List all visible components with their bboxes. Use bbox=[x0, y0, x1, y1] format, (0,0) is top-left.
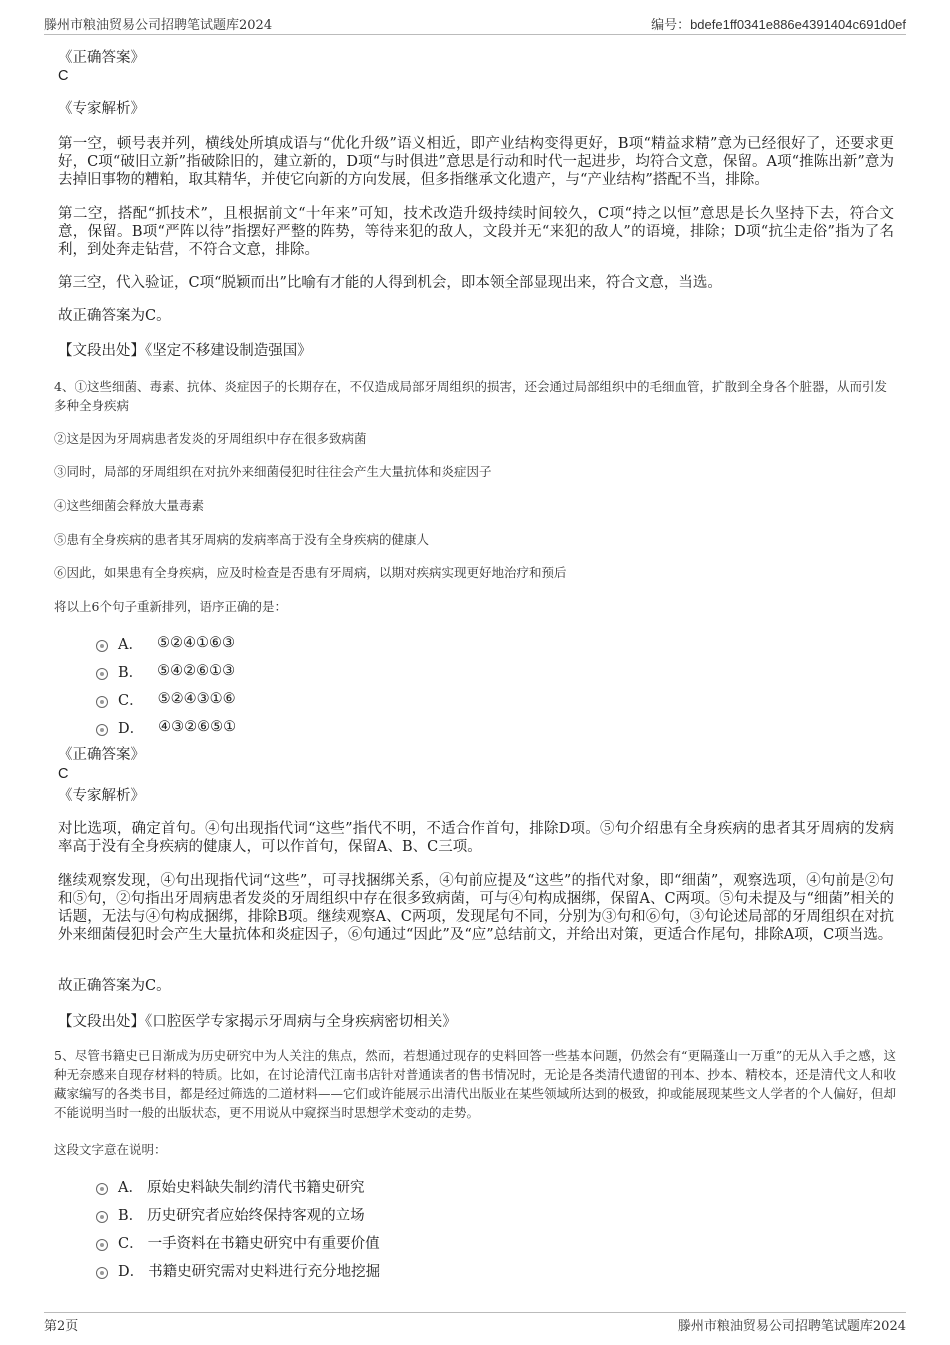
radio-icon[interactable] bbox=[96, 1239, 108, 1251]
sentence-item: ⑥因此，如果患有全身疾病，应及时检查是否患有牙周病，以期对疾病实现更好地治疗和预后 bbox=[54, 565, 567, 580]
analysis-paragraph: 继续观察发现，④句出现指代词“这些”，可寻找捆绑关系，④句前应提及“这些”的指代对象，即“细菌”，观察选项，④句前是②句和⑤句，②句指出牙周病患者发炎的牙周组织中存在很多致病菌，可与④句构成捆绑，保留A、C两项。⑤句未提及与“细菌”相关的话题，无法与④句构成捆绑，排除B项。继续观察A、C两项，发现尾句不同，分别为③句和⑥句，③句论述局部的牙周组织在对抗外来细菌侵犯时会产生大量抗体和炎症因子，⑥句通过“因此”及“应”总结前文，并给出对策，更适合作尾句，排除A项，C项当选。 bbox=[58, 873, 894, 943]
radio-icon[interactable] bbox=[96, 640, 108, 652]
radio-icon[interactable] bbox=[96, 668, 108, 680]
sentence-item: ②这是因为牙周病患者发炎的牙周组织中存在很多致病菌 bbox=[54, 431, 367, 446]
sentence-item: ⑤患有全身疾病的患者其牙周病的发病率高于没有全身疾病的健康人 bbox=[54, 532, 430, 547]
question-stem: 4、①这些细菌、毒素、抗体、炎症因子的长期存在，不仅造成局部牙周组织的损害，还会通过局部组织中的毛细血管，扩散到全身各个脏器，从而引发多种全身疾病 bbox=[54, 379, 887, 413]
sentence-item: ④这些细菌会释放大量毒素 bbox=[54, 498, 205, 513]
option-c[interactable]: C． 一手资料在书籍史研究中有重要价值 bbox=[96, 1231, 380, 1253]
analysis-paragraph: 对比选项，确定首句。④句出现指代词“这些”指代不明，不适合作首句，排除D项。⑤句介绍患有全身疾病的患者其牙周病的发病率高于没有全身疾病的健康人，可以作首句，保留A、B、C三项。 bbox=[58, 821, 894, 855]
footer-title: 滕州市粮油贸易公司招聘笔试题库2024 bbox=[677, 1319, 906, 1334]
analysis-heading: 《专家解析》 bbox=[58, 788, 145, 804]
page-number: 第2页 bbox=[44, 1319, 79, 1334]
answer-heading: 《正确答案》 bbox=[58, 50, 145, 66]
header-doc-id: 编号：bdefe1ff0341e886e4391404c691d0ef bbox=[651, 17, 906, 32]
option-d[interactable]: D． ④③②⑥⑤① bbox=[96, 716, 236, 738]
radio-icon[interactable] bbox=[96, 696, 108, 708]
header-title: 滕州市粮油贸易公司招聘笔试题库2024 bbox=[44, 18, 273, 33]
analysis-heading: 《专家解析》 bbox=[58, 101, 145, 117]
radio-icon[interactable] bbox=[96, 724, 108, 736]
page-footer bbox=[44, 1312, 906, 1335]
option-c[interactable]: C． ⑤②④③①⑥ bbox=[96, 688, 236, 710]
question-stem: 5、尽管书籍史已日渐成为历史研究中为人关注的焦点，然而，若想通过现存的史料回答一些基本问题，仍然会有“更隔蓬山一万重”的无从入手之感，这种无奈感来自现存材料的特质。比如，在讨论清代江南书店针对普通读者的售书情况时，无论是各类清代遗留的刊本、抄本、精校本，还是清代文人和收藏家编写的各类书目，都是经过筛选的二道材料——它们或许能展示出清代出版业在某些领域所达到的极致，抑或能展现某些文人学者的个人偏好，但却不能说明当时一般的出版状态，更不用说从中窥探当时思想学术变动的走势。 bbox=[54, 1048, 896, 1120]
radio-icon[interactable] bbox=[96, 1211, 108, 1223]
answer-heading: 《正确答案》 bbox=[58, 747, 145, 763]
conclusion: 故正确答案为C。 bbox=[58, 978, 171, 994]
radio-icon[interactable] bbox=[96, 1183, 108, 1195]
radio-icon[interactable] bbox=[96, 1267, 108, 1279]
analysis-paragraph: 第一空，顿号表并列，横线处所填成语与“优化升级”语义相近，即产业结构变得更好，B项“精益求精”意为已经很好了，还要求更好，C项“破旧立新”指破除旧的，建立新的，D项“与时俱进”意思是行动和时代一起进步，均符合文意，保留。A项“推陈出新”意为去掉旧事物的糟粕，取其精华，并使它向新的方向发展，但多指继承文化遗产，与“产业结构”搭配不当，排除。 bbox=[58, 136, 894, 188]
answer-value: C bbox=[58, 68, 69, 84]
analysis-paragraph: 第二空，搭配“抓技术”，且根据前文“十年来”可知，技术改造升级持续时间较久，C项“持之以恒”意思是长久坚持下去，符合文意，保留。B项“严阵以待”指摆好严整的阵势，等待来犯的敌人，文段并无“来犯的敌人”的语境，排除；D项“抗尘走俗”指为了名利，到处奔走钻营，不符合文意，排除。 bbox=[58, 206, 894, 258]
option-a[interactable]: A． ⑤②④①⑥③ bbox=[96, 632, 235, 654]
option-b[interactable]: B． ⑤④②⑥①③ bbox=[96, 660, 235, 682]
option-d[interactable]: D． 书籍史研究需对史料进行充分地挖掘 bbox=[96, 1259, 380, 1281]
sentence-item: ③同时，局部的牙周组织在对抗外来细菌侵犯时往往会产生大量抗体和炎症因子 bbox=[54, 464, 492, 479]
page-header bbox=[44, 12, 906, 35]
question-prompt: 这段文字意在说明： bbox=[54, 1142, 167, 1157]
analysis-paragraph: 第三空，代入验证，C项“脱颖而出”比喻有才能的人得到机会，即本领全部显现出来，符合文意，当选。 bbox=[58, 275, 722, 291]
question-prompt: 将以上6个句子重新排列，语序正确的是： bbox=[54, 599, 287, 614]
answer-value: C bbox=[58, 766, 69, 782]
source-citation: 【文段出处】《口腔医学专家揭示牙周病与全身疾病密切相关》 bbox=[58, 1014, 457, 1030]
option-a[interactable]: A． 原始史料缺失制约清代书籍史研究 bbox=[96, 1175, 364, 1197]
option-b[interactable]: B． 历史研究者应始终保持客观的立场 bbox=[96, 1203, 365, 1225]
conclusion: 故正确答案为C。 bbox=[58, 308, 171, 324]
source-citation: 【文段出处】《坚定不移建设制造强国》 bbox=[58, 343, 312, 359]
